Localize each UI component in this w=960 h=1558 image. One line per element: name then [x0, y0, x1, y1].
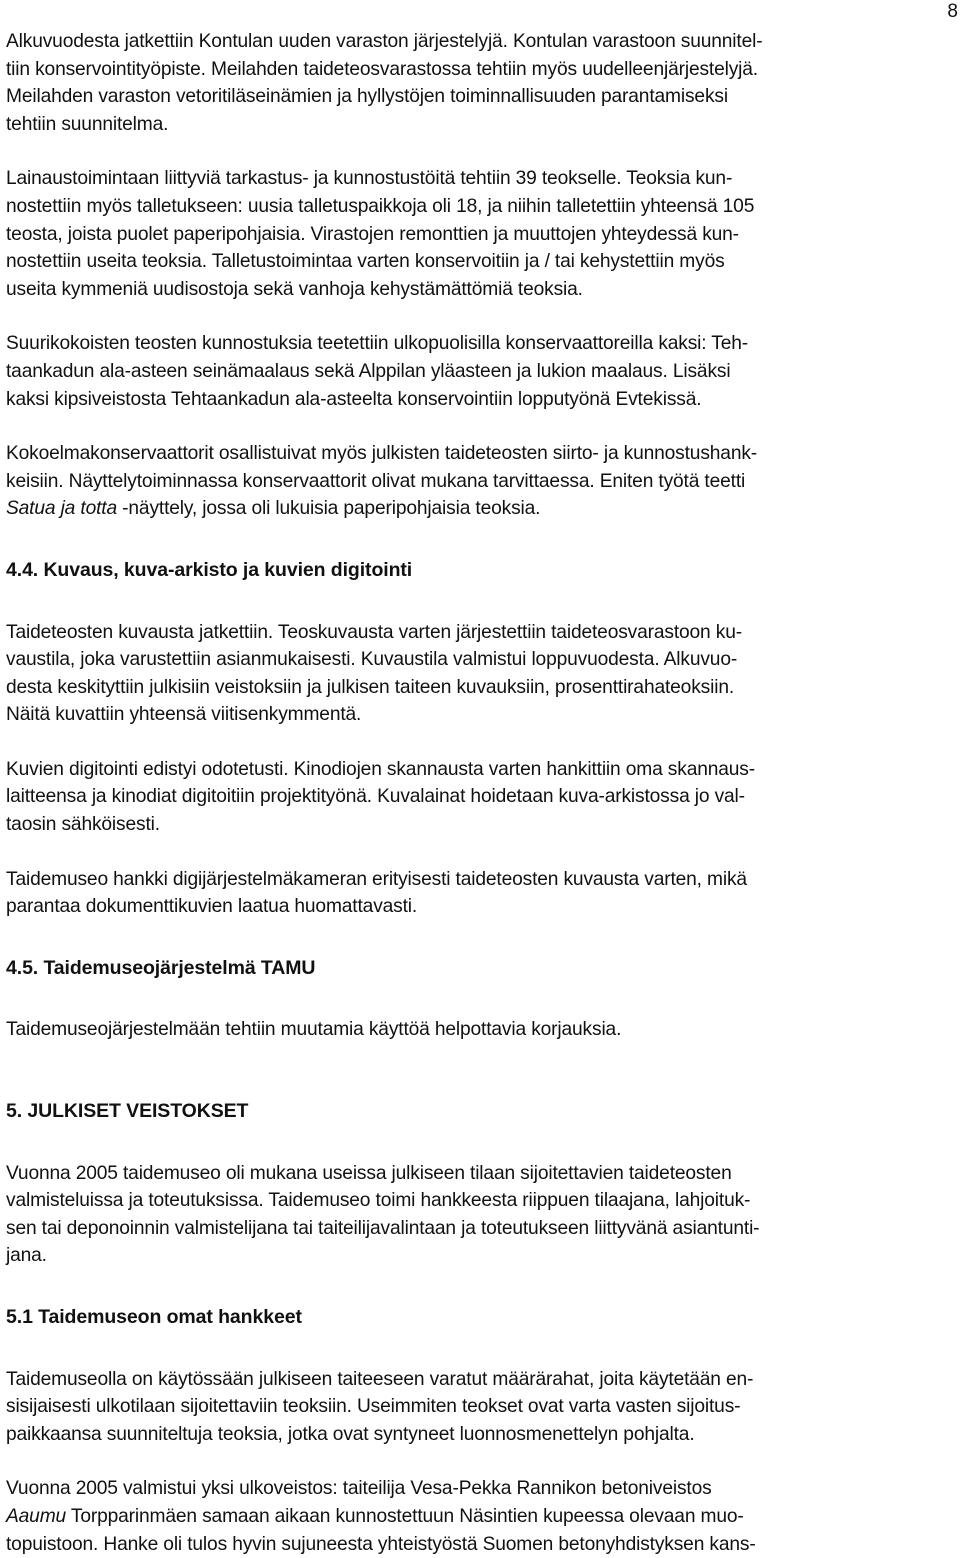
- text-line: parantaa dokumenttikuvien laatua huomattavasti.: [6, 896, 418, 918]
- text-line: Lainaustoimintaan liittyviä tarkastus- ja kunnostustöitä tehtiin 39 teokselle. Teoksia kun-: [6, 168, 733, 190]
- section-heading-5: 5. JULKISET VEISTOKSET: [6, 1100, 249, 1123]
- sculpture-title: Aaumu: [6, 1505, 67, 1527]
- text-line: Taidemuseolla on käytössään julkiseen taiteeseen varatut määrärahat, joita käytetään en-: [6, 1368, 754, 1390]
- document-body: [6, 28, 954, 1558]
- text-line: Meilahden varaston vetoritiläseinämien ja hyllystöjen toiminnallisuuden parantamiseksi: [6, 86, 728, 108]
- text-line: Taidemuseo hankki digijärjestelmäkameran erityisesti taideteosten kuvausta varten, mikä: [6, 868, 747, 890]
- text-line: jana.: [6, 1245, 47, 1267]
- text-line: taosin sähköisesti.: [6, 814, 160, 836]
- section-heading-4-5: 4.5. Taidemuseojärjestelmä TAMU: [6, 956, 316, 979]
- text-line: [6, 1503, 954, 1531]
- text-line: paikkaansa suunniteltuja teoksia, jotka ovat syntyneet luonnosmenettelyn pohjalta.: [6, 1423, 695, 1445]
- text-line: keisiin. Näyttelytoiminnassa konservaattorit olivat mukana tarvittaessa. Eniten työtä teetti: [6, 470, 746, 492]
- exhibition-title: Satua ja totta: [6, 498, 117, 520]
- text-line: tiin konservointityöpiste. Meilahden taideteosvarastossa tehtiin myös uudelleenjärjestelyjä.: [6, 58, 758, 80]
- paragraph-camera: [6, 866, 954, 921]
- text-line: vaustila, joka varustettiin asianmukaisesti. Kuvaustila valmistui loppuvuodesta. Alkuvuo-: [6, 649, 738, 671]
- text-fragment: Torpparinmäen samaan aikaan kunnostettuun Näsintien kupeessa olevaan muo-: [66, 1505, 744, 1527]
- text-line: Vuonna 2005 valmistui yksi ulkoveistos: taiteilija Vesa-Pekka Rannikon betoniveistos: [6, 1478, 712, 1500]
- text-line: laitteensa ja kinodiat digitoitiin projektityönä. Kuvalainat hoidetaan kuva-arkistossa jo val-: [6, 786, 745, 808]
- text-line: desta keskityttiin julkisiin veistoksiin ja julkisen taiteen kuvauksiin, prosenttirahateoksiin.: [6, 676, 735, 698]
- paragraph-kontula-storage: [6, 28, 954, 138]
- text-line: teosta, joista puolet paperipohjaisia. Virastojen remonttien ja muuttojen yhteydessä kun-: [6, 223, 739, 245]
- section-heading-4-4: 4.4. Kuvaus, kuva-arkisto ja kuvien digitointi: [6, 558, 413, 581]
- paragraph-public-sculptures: [6, 1160, 954, 1270]
- paragraph-loan-conservation: [6, 165, 954, 303]
- text-line: taankadun ala-asteen seinämaalaus sekä Alppilan yläasteen ja lukion maalaus. Lisäksi: [6, 360, 731, 382]
- text-line: Kokoelmakonservaattorit osallistuivat myös julkisten taideteosten siirto- ja kunnostushank-: [6, 443, 758, 465]
- text-line: topuistoon. Hanke oli tulos hyvin sujuneesta yhteistyöstä Suomen betonyhdistyksen kans-: [6, 1533, 756, 1555]
- text-line: Taidemuseojärjestelmään tehtiin muutamia käyttöä helpottavia korjauksia.: [6, 1019, 622, 1041]
- text-line: [6, 495, 954, 523]
- text-line: tehtiin suunnitelma.: [6, 113, 169, 135]
- text-fragment: -näyttely, jossa oli lukuisia paperipohjaisia teoksia.: [116, 498, 541, 520]
- section-heading-5-1: 5.1 Taidemuseon omat hankkeet: [6, 1306, 302, 1328]
- text-line: sen tai deponoinnin valmistelijana tai taiteilijavalintaan ja toteutukseen liittyvänä asiantunti-: [6, 1217, 760, 1239]
- text-line: Vuonna 2005 taidemuseo oli mukana useissa julkiseen tilaan sijoitettavien taideteosten: [6, 1162, 732, 1184]
- paragraph-photography: [6, 619, 954, 729]
- text-line: Kuvien digitointi edistyi odotetusti. Kinodiojen skannausta varten hankittiin oma skannaus-: [6, 758, 755, 780]
- paragraph-tamu: [6, 1016, 954, 1044]
- text-line: Näitä kuvattiin yhteensä viitisenkymmentä.: [6, 704, 362, 726]
- text-line: nostettiin myös talletukseen: uusia talletuspaikkoja oli 18, ja niihin talletettiin yhteensä 105: [6, 195, 755, 217]
- paragraph-outdoor-sculpture: [6, 1475, 954, 1558]
- paragraph-collection-conservators: [6, 440, 954, 523]
- text-line: valmisteluissa ja toteutuksissa. Taidemuseo toimi hankkeesta riippuen tilaajana, lahjoituk-: [6, 1190, 751, 1212]
- text-line: kaksi kipsiveistosta Tehtaankadun ala-asteelta konservointiin lopputyönä Evtekissä.: [6, 388, 702, 410]
- paragraph-own-projects: [6, 1366, 954, 1449]
- text-line: nostettiin useita teoksia. Talletustoimintaa varten konservoitiin ja / tai kehystettiin myös: [6, 251, 725, 273]
- text-line: Alkuvuodesta jatkettiin Kontulan uuden varaston järjestelyjä. Kontulan varastoon suunnitel-: [6, 31, 763, 52]
- paragraph-large-works: [6, 330, 954, 413]
- text-line: Taideteosten kuvausta jatkettiin. Teoskuvausta varten järjestettiin taideteosvarastoon ku-: [6, 621, 742, 643]
- page-number: 8: [947, 1, 958, 22]
- text-line: Suurikokoisten teosten kunnostuksia teetettiin ulkopuolisilla konservaattoreilla kaksi: Teh-: [6, 333, 749, 355]
- text-line: sisijaisesti ulkotilaan sijoitettaviin teoksiin. Useimmiten teokset ovat varta vasten sijoitus-: [6, 1396, 741, 1418]
- text-line: useita kymmeniä uudisostoja sekä vanhoja kehystämättömiä teoksia.: [6, 278, 583, 300]
- paragraph-digitization: [6, 756, 954, 839]
